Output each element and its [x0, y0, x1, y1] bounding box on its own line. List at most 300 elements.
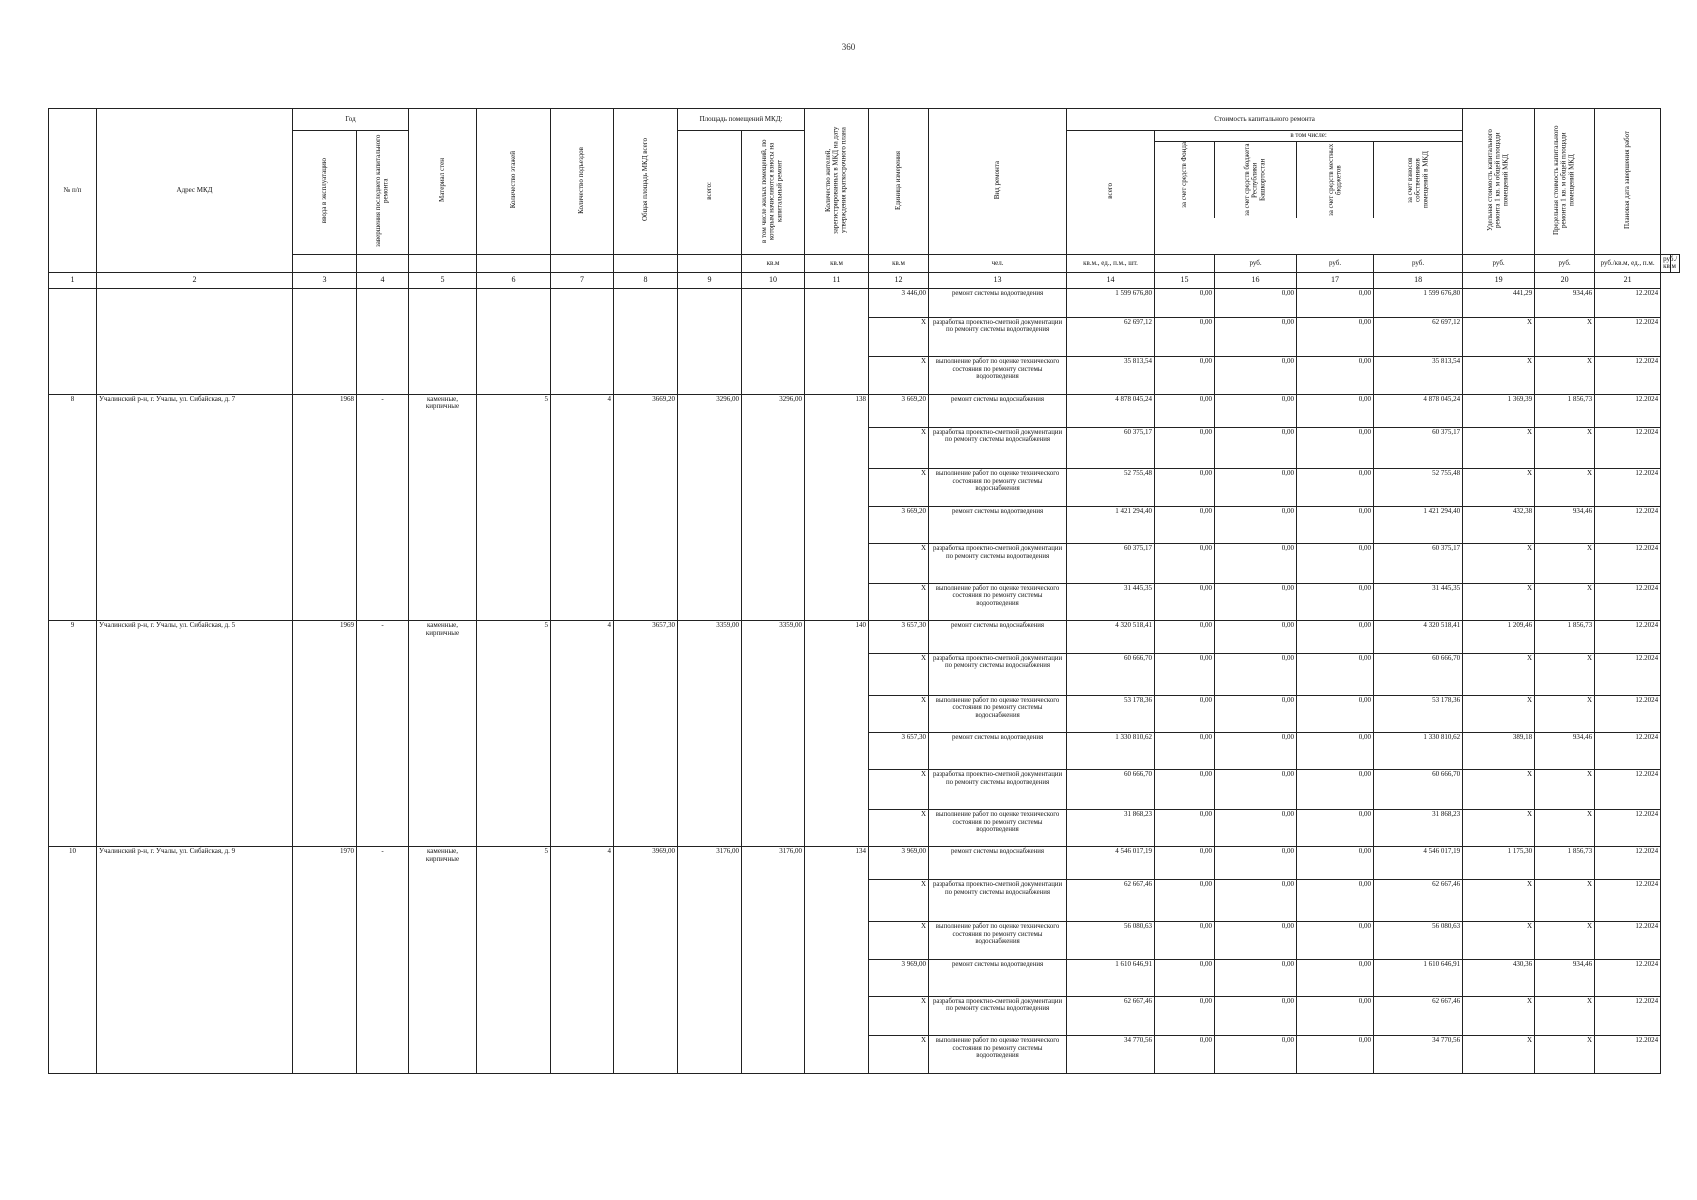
planned-date-cell: 12.2024: [1595, 469, 1661, 506]
column-number-11: 11: [805, 273, 869, 289]
work-type-cell: разработка проектно-сметной документации по ремонту системы водоснабжения: [929, 427, 1067, 469]
cost-local-cell: 0,00: [1297, 506, 1374, 543]
limit-cost-cell: X: [1535, 427, 1595, 469]
header-unit-cost: Удельная стоимость капитального ремонта 1 кв. м общей площади помещений МКД: [1463, 109, 1535, 255]
unit-cell-18: руб.: [1535, 254, 1595, 272]
cost-owners-cell: 4 320 518,41: [1374, 621, 1463, 654]
cost-fund-cell: 0,00: [1155, 1036, 1215, 1074]
cost-republic-cell: 0,00: [1215, 394, 1297, 427]
header-wall-material: Материал стен: [409, 109, 477, 255]
table-row: [49, 394, 1680, 427]
header-year-group: Год: [293, 109, 409, 131]
repair-plan-table: [48, 108, 1680, 1074]
planned-date-cell: 12.2024: [1595, 847, 1661, 880]
header-fund: за счет средств Фонда: [1155, 142, 1215, 218]
year-last-repair: -: [357, 394, 409, 620]
planned-date-cell: 12.2024: [1595, 621, 1661, 654]
building-address: Учалинский р-н, г. Учалы, ул. Сибайская, д. 9: [97, 847, 293, 1074]
total-area: 3669,20: [614, 394, 678, 620]
cost-total-cell: 31 445,35: [1067, 583, 1155, 620]
cost-fund-cell: 0,00: [1155, 922, 1215, 959]
cost-owners-cell: 62 667,46: [1374, 880, 1463, 922]
cost-total-cell: 62 667,46: [1067, 880, 1155, 922]
unit-cost-cell: X: [1463, 770, 1535, 810]
column-number-9: 9: [678, 273, 742, 289]
cost-total-cell: 56 080,63: [1067, 922, 1155, 959]
header-year-last-repair: завершения последнего капитального ремонта: [357, 131, 409, 255]
year-last-repair: -: [357, 847, 409, 1074]
cost-fund-cell: 0,00: [1155, 695, 1215, 732]
limit-cost-cell: X: [1535, 583, 1595, 620]
residents: 140: [805, 621, 869, 847]
cost-owners-cell: 60 375,17: [1374, 544, 1463, 584]
unit-cell-13: [1155, 254, 1215, 272]
column-number-15: 15: [1155, 273, 1215, 289]
header-incl-group: [1155, 131, 1463, 255]
cost-fund-cell: 0,00: [1155, 544, 1215, 584]
limit-cost-cell: 1 856,73: [1535, 621, 1595, 654]
column-number-20: 20: [1535, 273, 1595, 289]
cost-total-cell: 60 375,17: [1067, 427, 1155, 469]
column-number-17: 17: [1297, 273, 1374, 289]
cost-fund-cell: 0,00: [1155, 583, 1215, 620]
cost-local-cell: 0,00: [1297, 922, 1374, 959]
cost-republic-cell: 0,00: [1215, 506, 1297, 543]
measure-cell: 3 969,00: [869, 959, 929, 996]
measure-cell: X: [869, 770, 929, 810]
column-number-6: 6: [477, 273, 551, 289]
limit-cost-cell: 934,46: [1535, 506, 1595, 543]
year-commission: 1968: [293, 394, 357, 620]
entrances: 4: [551, 394, 614, 620]
unit-cell-12: кв.м., ед., п.м., шт.: [1067, 254, 1155, 272]
measure-cell: 3 669,20: [869, 506, 929, 543]
work-type-cell: выполнение работ по оценке технического состояния по ремонту системы водоснабжения: [929, 922, 1067, 959]
limit-cost-cell: X: [1535, 922, 1595, 959]
cost-republic-cell: 0,00: [1215, 733, 1297, 770]
cost-fund-cell: 0,00: [1155, 847, 1215, 880]
work-type-cell: ремонт системы водоснабжения: [929, 847, 1067, 880]
cost-local-cell: 0,00: [1297, 289, 1374, 318]
cost-local-cell: 0,00: [1297, 810, 1374, 847]
unit-cell-9: кв.м: [805, 254, 869, 272]
continued-blank-cell: [551, 289, 614, 395]
work-type-cell: разработка проектно-сметной документации по ремонту системы водоотведения: [929, 317, 1067, 357]
cost-fund-cell: 0,00: [1155, 880, 1215, 922]
work-type-cell: ремонт системы водоотведения: [929, 506, 1067, 543]
measure-cell: 3 657,30: [869, 733, 929, 770]
cost-local-cell: 0,00: [1297, 544, 1374, 584]
cost-total-cell: 31 868,23: [1067, 810, 1155, 847]
floors: 5: [477, 621, 551, 847]
limit-cost-cell: X: [1535, 1036, 1595, 1074]
table-row: [49, 847, 1680, 880]
floors: 5: [477, 394, 551, 620]
measure-cell: X: [869, 1036, 929, 1074]
cost-republic-cell: 0,00: [1215, 1036, 1297, 1074]
header-unit: Единица измерения: [869, 109, 929, 255]
cost-republic-cell: 0,00: [1215, 847, 1297, 880]
column-number-19: 19: [1463, 273, 1535, 289]
table-header: [49, 109, 1680, 289]
cost-owners-cell: 1 599 676,80: [1374, 289, 1463, 318]
continued-blank-cell: [97, 289, 293, 395]
cost-owners-cell: 31 868,23: [1374, 810, 1463, 847]
cost-owners-cell: 62 697,12: [1374, 317, 1463, 357]
unit-cell-17: руб.: [1463, 254, 1535, 272]
table-row: [49, 621, 1680, 654]
limit-cost-cell: 934,46: [1535, 959, 1595, 996]
unit-cell-14: руб.: [1215, 254, 1297, 272]
cost-fund-cell: 0,00: [1155, 810, 1215, 847]
unit-cost-cell: X: [1463, 583, 1535, 620]
measure-cell: X: [869, 880, 929, 922]
cost-total-cell: 1 421 294,40: [1067, 506, 1155, 543]
premises-residential: 3176,00: [742, 847, 805, 1074]
cost-republic-cell: 0,00: [1215, 427, 1297, 469]
column-number-12: 12: [869, 273, 929, 289]
cost-local-cell: 0,00: [1297, 996, 1374, 1036]
unit-cost-cell: X: [1463, 880, 1535, 922]
limit-cost-cell: X: [1535, 544, 1595, 584]
limit-cost-cell: X: [1535, 357, 1595, 394]
cost-total-cell: 4 320 518,41: [1067, 621, 1155, 654]
header-local: за счет средств местных бюджетов: [1297, 142, 1374, 218]
header-work-type: Вид ремонта: [929, 109, 1067, 255]
measure-cell: X: [869, 695, 929, 732]
cost-local-cell: 0,00: [1297, 695, 1374, 732]
header-incl: в том числе:: [1155, 131, 1462, 142]
cost-republic-cell: 0,00: [1215, 922, 1297, 959]
cost-owners-cell: 60 666,70: [1374, 770, 1463, 810]
header-cost-total: всего: [1067, 131, 1155, 255]
cost-total-cell: 60 666,70: [1067, 653, 1155, 695]
unit-cell-15: руб.: [1297, 254, 1374, 272]
unit-cell-7: [678, 254, 742, 272]
header-premises-group: Площадь помещений МКД:: [678, 109, 805, 131]
work-type-cell: разработка проектно-сметной документации по ремонту системы водоснабжения: [929, 880, 1067, 922]
unit-cost-cell: X: [1463, 317, 1535, 357]
premises-total: 3296,00: [678, 394, 742, 620]
unit-cell-8: кв.м: [742, 254, 805, 272]
cost-total-cell: 4 878 045,24: [1067, 394, 1155, 427]
header-no: № п/п: [49, 109, 97, 273]
measure-cell: 3 969,00: [869, 847, 929, 880]
cost-fund-cell: 0,00: [1155, 469, 1215, 506]
column-number-10: 10: [742, 273, 805, 289]
cost-local-cell: 0,00: [1297, 1036, 1374, 1074]
cost-republic-cell: 0,00: [1215, 317, 1297, 357]
unit-cost-cell: 430,36: [1463, 959, 1535, 996]
residents: 134: [805, 847, 869, 1074]
measure-cell: X: [869, 922, 929, 959]
header-year-commission: ввода в эксплуатацию: [293, 131, 357, 255]
unit-cost-cell: 441,29: [1463, 289, 1535, 318]
cost-owners-cell: 1 330 810,62: [1374, 733, 1463, 770]
cost-local-cell: 0,00: [1297, 583, 1374, 620]
cost-owners-cell: 53 178,36: [1374, 695, 1463, 732]
header-total-area: Общая площадь МКД всего: [614, 109, 678, 255]
column-number-8: 8: [614, 273, 678, 289]
measure-cell: 3 657,30: [869, 621, 929, 654]
cost-fund-cell: 0,00: [1155, 959, 1215, 996]
measure-cell: X: [869, 996, 929, 1036]
cost-fund-cell: 0,00: [1155, 996, 1215, 1036]
cost-total-cell: 52 755,48: [1067, 469, 1155, 506]
premises-residential: 3296,00: [742, 394, 805, 620]
continued-blank-cell: [742, 289, 805, 395]
table-body: [49, 289, 1680, 1074]
planned-date-cell: 12.2024: [1595, 880, 1661, 922]
cost-local-cell: 0,00: [1297, 317, 1374, 357]
continued-blank-cell: [357, 289, 409, 395]
cost-owners-cell: 60 666,70: [1374, 653, 1463, 695]
cost-owners-cell: 4 878 045,24: [1374, 394, 1463, 427]
wall-material: каменные, кирпичные: [409, 621, 477, 847]
cost-owners-cell: 4 546 017,19: [1374, 847, 1463, 880]
cost-fund-cell: 0,00: [1155, 733, 1215, 770]
continued-blank-cell: [614, 289, 678, 395]
cost-total-cell: 35 813,54: [1067, 357, 1155, 394]
residents: 138: [805, 394, 869, 620]
column-number-13: 13: [929, 273, 1067, 289]
work-type-cell: выполнение работ по оценке технического состояния по ремонту системы водоотведения: [929, 1036, 1067, 1074]
header-address: Адрес МКД: [97, 109, 293, 273]
header-entrances: Количество подъездов: [551, 109, 614, 255]
cost-republic-cell: 0,00: [1215, 653, 1297, 695]
cost-fund-cell: 0,00: [1155, 427, 1215, 469]
unit-cell-10: кв.м: [869, 254, 929, 272]
cost-republic-cell: 0,00: [1215, 695, 1297, 732]
measure-cell: 3 669,20: [869, 394, 929, 427]
unit-cell-6: [614, 254, 678, 272]
floors: 5: [477, 847, 551, 1074]
column-number-1: 1: [49, 273, 97, 289]
cost-owners-cell: 31 445,35: [1374, 583, 1463, 620]
cost-total-cell: 1 599 676,80: [1067, 289, 1155, 318]
wall-material: каменные, кирпичные: [409, 394, 477, 620]
unit-cost-cell: 1 369,39: [1463, 394, 1535, 427]
measure-cell: X: [869, 810, 929, 847]
premises-total: 3359,00: [678, 621, 742, 847]
units-row: [49, 254, 1680, 272]
planned-date-cell: 12.2024: [1595, 1036, 1661, 1074]
work-type-cell: ремонт системы водоотведения: [929, 959, 1067, 996]
measure-cell: 3 446,00: [869, 289, 929, 318]
limit-cost-cell: X: [1535, 880, 1595, 922]
year-last-repair: -: [357, 621, 409, 847]
work-type-cell: разработка проектно-сметной документации по ремонту системы водоотведения: [929, 770, 1067, 810]
limit-cost-cell: X: [1535, 653, 1595, 695]
work-type-cell: ремонт системы водоотведения: [929, 733, 1067, 770]
cost-fund-cell: 0,00: [1155, 317, 1215, 357]
column-number-row: [49, 273, 1680, 289]
planned-date-cell: 12.2024: [1595, 506, 1661, 543]
cost-fund-cell: 0,00: [1155, 357, 1215, 394]
building-number: 8: [49, 394, 97, 620]
cost-local-cell: 0,00: [1297, 959, 1374, 996]
planned-date-cell: 12.2024: [1595, 357, 1661, 394]
work-type-cell: разработка проектно-сметной документации по ремонту системы водоотведения: [929, 996, 1067, 1036]
cost-owners-cell: 1 421 294,40: [1374, 506, 1463, 543]
cost-total-cell: 53 178,36: [1067, 695, 1155, 732]
unit-cost-cell: X: [1463, 922, 1535, 959]
cost-local-cell: 0,00: [1297, 847, 1374, 880]
cost-local-cell: 0,00: [1297, 427, 1374, 469]
header-residents: Количество жителей, зарегистрированных в МКД на дату утверждения краткосрочного плана: [805, 109, 869, 255]
cost-fund-cell: 0,00: [1155, 394, 1215, 427]
year-commission: 1969: [293, 621, 357, 847]
unit-cost-cell: X: [1463, 653, 1535, 695]
unit-cost-cell: X: [1463, 469, 1535, 506]
continued-blank-cell: [49, 289, 97, 395]
cost-local-cell: 0,00: [1297, 469, 1374, 506]
unit-cell-3: [409, 254, 477, 272]
entrances: 4: [551, 847, 614, 1074]
total-area: 3969,00: [614, 847, 678, 1074]
work-type-cell: разработка проектно-сметной документации по ремонту системы водоснабжения: [929, 653, 1067, 695]
cost-republic-cell: 0,00: [1215, 810, 1297, 847]
limit-cost-cell: X: [1535, 770, 1595, 810]
limit-cost-cell: X: [1535, 996, 1595, 1036]
column-number-5: 5: [409, 273, 477, 289]
planned-date-cell: 12.2024: [1595, 289, 1661, 318]
work-type-cell: разработка проектно-сметной документации по ремонту системы водоотведения: [929, 544, 1067, 584]
planned-date-cell: 12.2024: [1595, 695, 1661, 732]
cost-fund-cell: 0,00: [1155, 506, 1215, 543]
cost-local-cell: 0,00: [1297, 733, 1374, 770]
column-number-2: 2: [97, 273, 293, 289]
premises-residential: 3359,00: [742, 621, 805, 847]
column-number-4: 4: [357, 273, 409, 289]
limit-cost-cell: X: [1535, 317, 1595, 357]
measure-cell: X: [869, 317, 929, 357]
unit-cell-5: [551, 254, 614, 272]
cost-fund-cell: 0,00: [1155, 770, 1215, 810]
planned-date-cell: 12.2024: [1595, 317, 1661, 357]
cost-republic-cell: 0,00: [1215, 996, 1297, 1036]
column-number-3: 3: [293, 273, 357, 289]
work-type-cell: выполнение работ по оценке технического состояния по ремонту системы водоснабжения: [929, 695, 1067, 732]
cost-owners-cell: 56 080,63: [1374, 922, 1463, 959]
entrances: 4: [551, 621, 614, 847]
building-number: 9: [49, 621, 97, 847]
limit-cost-cell: X: [1535, 695, 1595, 732]
header-premises-residential: в том числе жилых помещений, по которым начисляются взносы на капитальный ремонт: [742, 131, 805, 255]
continued-blank-cell: [409, 289, 477, 395]
cost-republic-cell: 0,00: [1215, 583, 1297, 620]
planned-date-cell: 12.2024: [1595, 427, 1661, 469]
header-cost-group: Стоимость капитального ремонта: [1067, 109, 1463, 131]
measure-cell: X: [869, 357, 929, 394]
cost-republic-cell: 0,00: [1215, 289, 1297, 318]
cost-total-cell: 62 697,12: [1067, 317, 1155, 357]
limit-cost-cell: X: [1535, 469, 1595, 506]
limit-cost-cell: 1 856,73: [1535, 847, 1595, 880]
cost-total-cell: 60 666,70: [1067, 770, 1155, 810]
cost-local-cell: 0,00: [1297, 394, 1374, 427]
unit-cell-2: [357, 254, 409, 272]
limit-cost-cell: 1 856,73: [1535, 394, 1595, 427]
cost-republic-cell: 0,00: [1215, 357, 1297, 394]
cost-owners-cell: 60 375,17: [1374, 427, 1463, 469]
measure-cell: X: [869, 653, 929, 695]
cost-owners-cell: 52 755,48: [1374, 469, 1463, 506]
column-number-21: 21: [1595, 273, 1661, 289]
wall-material: каменные, кирпичные: [409, 847, 477, 1074]
unit-cost-cell: 432,38: [1463, 506, 1535, 543]
table-row: [49, 289, 1680, 318]
planned-date-cell: 12.2024: [1595, 544, 1661, 584]
planned-date-cell: 12.2024: [1595, 583, 1661, 620]
planned-date-cell: 12.2024: [1595, 959, 1661, 996]
cost-owners-cell: 62 667,46: [1374, 996, 1463, 1036]
unit-cell-16: руб.: [1374, 254, 1463, 272]
continued-blank-cell: [805, 289, 869, 395]
header-floors: Количество этажей: [477, 109, 551, 255]
unit-cost-cell: X: [1463, 357, 1535, 394]
measure-cell: X: [869, 469, 929, 506]
cost-local-cell: 0,00: [1297, 357, 1374, 394]
cost-fund-cell: 0,00: [1155, 621, 1215, 654]
cost-republic-cell: 0,00: [1215, 544, 1297, 584]
planned-date-cell: 12.2024: [1595, 394, 1661, 427]
column-number-14: 14: [1067, 273, 1155, 289]
work-type-cell: выполнение работ по оценке технического состояния по ремонту системы водоотведения: [929, 583, 1067, 620]
cost-owners-cell: 34 770,56: [1374, 1036, 1463, 1074]
measure-cell: X: [869, 583, 929, 620]
cost-republic-cell: 0,00: [1215, 770, 1297, 810]
unit-cell-11: чел.: [929, 254, 1067, 272]
premises-total: 3176,00: [678, 847, 742, 1074]
column-number-16: 16: [1215, 273, 1297, 289]
planned-date-cell: 12.2024: [1595, 770, 1661, 810]
work-type-cell: выполнение работ по оценке технического состояния по ремонту системы водоотведения: [929, 357, 1067, 394]
header-republic: за счет средств бюджета Республики Башкортостан: [1215, 142, 1297, 218]
year-commission: 1970: [293, 847, 357, 1074]
page-number: 360: [841, 42, 856, 52]
cost-total-cell: 60 375,17: [1067, 544, 1155, 584]
column-number-18: 18: [1374, 273, 1463, 289]
work-type-cell: выполнение работ по оценке технического состояния по ремонту системы водоотведения: [929, 810, 1067, 847]
cost-fund-cell: 0,00: [1155, 653, 1215, 695]
cost-local-cell: 0,00: [1297, 880, 1374, 922]
limit-cost-cell: 934,46: [1535, 733, 1595, 770]
cost-republic-cell: 0,00: [1215, 621, 1297, 654]
work-type-cell: ремонт системы водоснабжения: [929, 621, 1067, 654]
cost-owners-cell: 1 610 646,91: [1374, 959, 1463, 996]
column-number-7: 7: [551, 273, 614, 289]
building-address: Учалинский р-н, г. Учалы, ул. Сибайская, д. 5: [97, 621, 293, 847]
unit-cost-cell: 1 209,46: [1463, 621, 1535, 654]
unit-cell-1: [293, 254, 357, 272]
unit-cell-20: руб./кв.м: [1661, 254, 1670, 272]
cost-republic-cell: 0,00: [1215, 880, 1297, 922]
header-planned-date: Плановая дата завершения работ: [1595, 109, 1661, 255]
header-premises-total: всего:: [678, 131, 742, 255]
cost-total-cell: 34 770,56: [1067, 1036, 1155, 1074]
cost-republic-cell: 0,00: [1215, 959, 1297, 996]
measure-cell: X: [869, 427, 929, 469]
work-type-cell: выполнение работ по оценке технического состояния по ремонту системы водоснабжения: [929, 469, 1067, 506]
continued-blank-cell: [477, 289, 551, 395]
continued-blank-cell: [678, 289, 742, 395]
building-number: 10: [49, 847, 97, 1074]
unit-cost-cell: 389,18: [1463, 733, 1535, 770]
cost-total-cell: 1 330 810,62: [1067, 733, 1155, 770]
unit-cell-19: руб./кв.м, ед., п.м.: [1595, 254, 1661, 272]
cost-local-cell: 0,00: [1297, 653, 1374, 695]
